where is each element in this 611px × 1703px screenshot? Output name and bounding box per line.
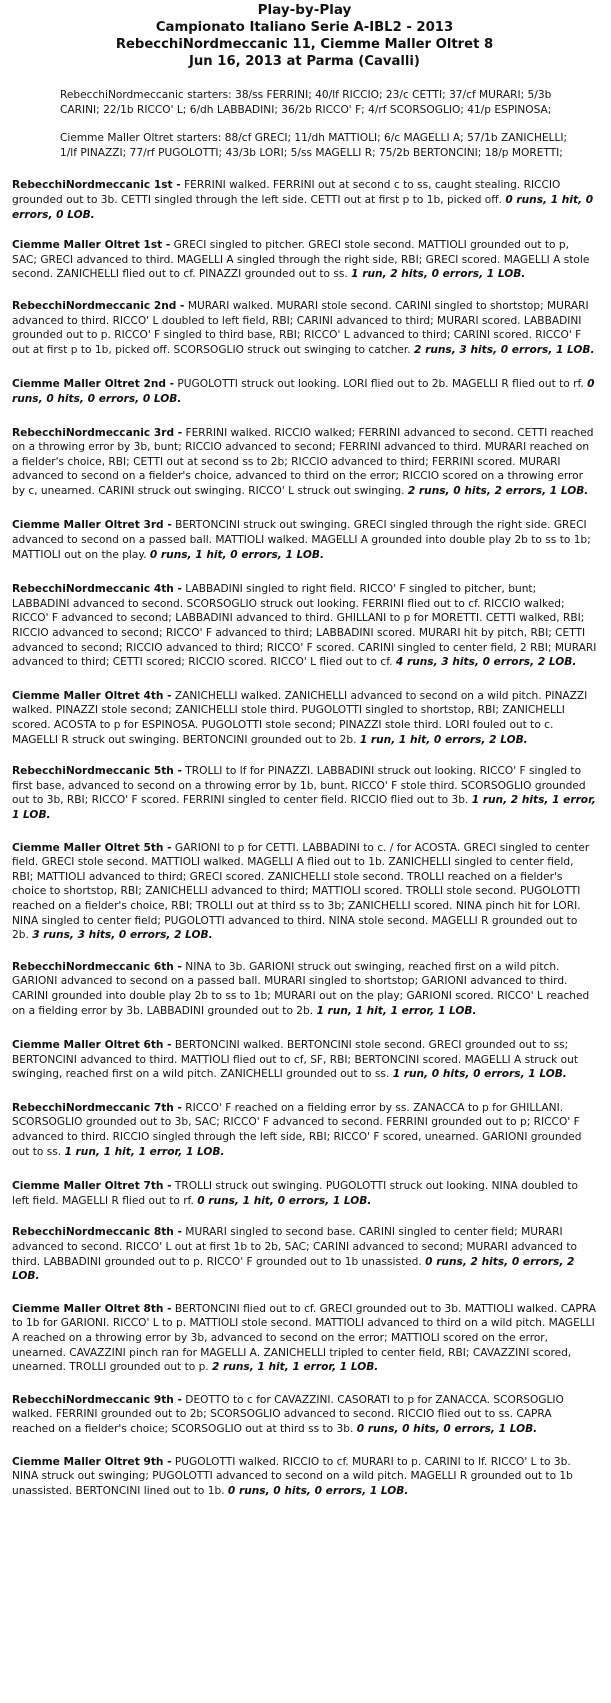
inning-label: Ciemme Maller Oltret 9th - — [12, 1455, 172, 1468]
game-score: RebecchiNordmeccanic 11, Ciemme Maller Oltret 8 — [115, 37, 494, 52]
inning-summary: 4 runs, 3 hits, 0 errors, 2 LOB. — [395, 656, 577, 669]
inning-entry — [12, 178, 597, 222]
inning-summary: 3 runs, 3 hits, 0 errors, 2 LOB. — [32, 929, 213, 942]
inning-label: Ciemme Maller Oltret 3rd - — [12, 519, 172, 532]
inning-entry — [12, 518, 597, 562]
inning-entry — [12, 1455, 597, 1499]
inning-entry — [12, 1101, 597, 1159]
inning-plays: GRECI singled to pitcher. GRECI stole second. MATTIOLI grounded out to p, SAC; GRECI advanced to third. MAGELLI A singled through the right side, RBI; GRECI scored. MAGELLI A stole second. ZANICHELLI flied out to cf. PINAZZI grounded out to ss. — [12, 239, 590, 281]
inning-plays: LABBADINI singled to right field. RICCO' F singled to pitcher, bunt; LABBADINI advanced to second. SCORSOGLIO struck out looking. FERRINI flied out to cf. RICCIO walked; RICCO' F advanced to second; LABBADINI advanced to third. GHILLANI to p for MORETTI. CETTI walked, RBI; RICCIO advanced to second; RICCO' F advanced to third; LABBADINI scored. MURARI hit by pitch, RBI; CETTI advanced to second; RICCIO advanced to third; RICCO' F scored. CARINI singled to center field, 2 RBI; MURARI advanced to third; CETTI scored; RICCIO scored. RICCO' L flied out to cf. — [12, 583, 597, 669]
inning-entry — [12, 960, 597, 1018]
inning-summary: 2 runs, 1 hit, 1 error, 1 LOB. — [212, 1361, 379, 1374]
inning-plays: DEOTTO to c for CAVAZZINI. CASORATI to p for ZANACCA. SCORSOGLIO walked. FERRINI grounded out to 2b; SCORSOGLIO advanced to second. RICCIO flied out to ss. CAPRA reached on a fielder's choice; SCORSOGLIO out at third ss to 3b. — [12, 1393, 564, 1435]
inning-label: RebecchiNordmeccanic 6th - — [12, 960, 182, 973]
inning-label: RebecchiNordmeccanic 8th - — [12, 1226, 182, 1239]
inning-label: Ciemme Maller Oltret 4th - — [12, 689, 172, 702]
inning-summary: 1 run, 2 hits, 1 error, 1 LOB. — [12, 794, 596, 821]
inning-plays: FERRINI walked. RICCIO walked; FERRINI advanced to second. CETTI reached on a throwing error by 3b, bunt; RICCIO advanced to second; FERRINI advanced to third. MURARI reached on a fielder's choice, RBI; CETTI out at second ss to 2b; RICCIO advanced to third; FERRINI scored. MURARI advanced to second on a fielder's choice, advanced to third on the error; RICCIO scored on a throwing error by c, unearned. CARINI struck out swinging. RICCO' L struck out swinging. — [12, 426, 594, 497]
league-title: Campionato Italiano Serie A-IBL2 - 2013 — [155, 20, 454, 35]
inning-summary: 0 runs, 2 hits, 0 errors, 2 LOB. — [12, 1255, 575, 1283]
home-starters: RebecchiNordmeccanic starters: 38/ss FERRINI; 40/lf RICCIO; 23/c CETTI; 37/cf MURARI; 5/3b CARINI; 22/1b RICCO' L; 6/dh LABBADINI; 36/2b RICCO' F; 4/rf SCORSOGLIO; 41/p ESPINOSA; — [60, 89, 552, 116]
inning-entry — [12, 764, 597, 822]
inning-entry — [12, 238, 597, 282]
inning-plays: MURARI singled to second base. CARINI singled to center field; MURARI advanced to second. RICCO' L out at first 1b to 2b, SAC; CARINI advanced to second; MURARI advanced to third. LABBADINI grounded out to p. RICCO' F grounded out to 1b unassisted. — [12, 1226, 578, 1268]
inning-summary: 2 runs, 3 hits, 0 errors, 1 LOB. — [414, 343, 595, 356]
inning-summary: 1 run, 2 hits, 0 errors, 1 LOB. — [351, 268, 526, 281]
inning-summary: 1 run, 1 hit, 1 error, 1 LOB. — [64, 1145, 225, 1158]
inning-label: Ciemme Maller Oltret 1st - — [12, 239, 171, 252]
inning-label: Ciemme Maller Oltret 7th - — [12, 1180, 172, 1193]
inning-entry — [12, 1302, 597, 1375]
inning-plays: FERRINI walked. FERRINI out at second c to ss, caught stealing. RICCIO grounded out to 3b. CETTI singled through the left side. CETTI out at first p to 1b, picked off. — [12, 179, 561, 206]
inning-label: Ciemme Maller Oltret 6th - — [12, 1039, 172, 1052]
inning-plays: NINA to 3b. GARIONI struck out swinging, reached first on a wild pitch. GARIONI advanced to second on a passed ball. MURARI singled to shortstop; GARIONI advanced to third. CARINI grounded into double play 2b to ss to 1b; MURARI out on the play; GARIONI scored. RICCO' L reached on a fielding error by 3b. LABBADINI grounded out to 2b. — [12, 960, 590, 1017]
inning-plays: MURARI walked. MURARI stole second. CARINI singled to shortstop; MURARI advanced to third. RICCO' L doubled to left field, RBI; CARINI advanced to third; MURARI scored. LABBADINI grounded out to p. RICCO' F singled to third base, RBI; RICCO' L advanced to third; CARINI scored. RICCO' F out at first p to 1b, picked off. SCORSOGLIO struck out swinging to catcher. — [12, 299, 589, 356]
inning-entry — [12, 1179, 597, 1208]
inning-entry — [12, 1393, 597, 1437]
inning-plays: TROLLI to lf for PINAZZI. LABBADINI struck out looking. RICCO' F singled to first base, advanced to second on a throwing error by 1b, bunt. RICCO' F stole third. SCORSOGLIO grounded out to 3b, RBI; RICCO' F scored. FERRINI singled to center field. RICCIO flied out to 3b. — [12, 765, 586, 807]
inning-entry — [12, 299, 597, 357]
inning-label: Ciemme Maller Oltret 2nd - — [12, 378, 175, 391]
inning-plays: ZANICHELLI walked. ZANICHELLI advanced to second on a wild pitch. PINAZZI walked. PINAZZI stole second; ZANICHELLI stole third. PUGOLOTTI singled to shortstop, RBI; ZANICHELLI scored. ACOSTA to p for ESPINOSA. PUGOLOTTI stole second; PINAZZI stole third. LORI fouled out to c. MAGELLI R struck out swinging. BERTONCINI grounded out to 2b. — [12, 689, 588, 746]
inning-plays: RICCO' F reached on a fielding error by ss. ZANACCA to p for GHILLANI. SCORSOGLIO grounded out to 3b, SAC; RICCO' F advanced to second. FERRINI grounded out to p; RICCO' F advanced to third. RICCIO singled through the left side, RBI; RICCO' F scored, unearned. GARIONI grounded out to ss. — [12, 1101, 582, 1158]
inning-summary: 1 run, 0 hits, 0 errors, 1 LOB. — [392, 1068, 567, 1081]
inning-summary: 2 runs, 0 hits, 2 errors, 1 LOB. — [407, 484, 589, 497]
inning-plays: TROLLI struck out swinging. PUGOLOTTI struck out looking. NINA doubled to left field. MAGELLI R flied out to rf. — [12, 1180, 578, 1207]
inning-label: Ciemme Maller Oltret 8th - — [12, 1302, 172, 1315]
inning-entry — [12, 689, 597, 747]
inning-label: RebecchiNordmeccanic 5th - — [12, 765, 182, 778]
inning-entry — [12, 1225, 597, 1283]
inning-entry — [12, 841, 597, 943]
inning-summary: 0 runs, 1 hit, 0 errors, 1 LOB. — [197, 1194, 372, 1207]
inning-summary: 0 runs, 0 hits, 0 errors, 1 LOB. — [356, 1422, 538, 1435]
inning-plays: BERTONCINI flied out to cf. GRECI grounded out to 3b. MATTIOLI walked. CAPRA to 1b for GARIONI. RICCO' L to p. MATTIOLI stole second. MATTIOLI advanced to third on a wild pitch. MAGELLI A reached on a throwing error by 3b, advanced to second on the error; MATTIOLI scored on the error, unearned. CAVAZZINI pinch ran for MAGELLI A. ZANICHELLI tripled to center field, RBI; CAVAZZINI scored, unearned. TROLLI grounded out to p. — [12, 1302, 596, 1374]
inning-plays: BERTONCINI struck out swinging. GRECI singled through the right side. GRECI advanced to second on a passed ball. MATTIOLI walked. MAGELLI A grounded into double play 2b to ss to 1b; MATTIOLI out on the play. — [12, 519, 591, 561]
inning-label: RebecchiNordmeccanic 3rd - — [12, 426, 183, 439]
visitor-starters: Ciemme Maller Oltret starters: 88/cf GRECI; 11/dh MATTIOLI; 6/c MAGELLI A; 57/1b ZANICHELLI; 1/lf PINAZZI; 77/rf PUGOLOTTI; 43/3b LORI; 5/ss MAGELLI R; 75/2b BERTONCINI; 18/p MORETTI; — [60, 132, 568, 159]
inning-label: RebecchiNordmeccanic 1st - — [12, 179, 181, 192]
inning-summary: 0 runs, 1 hit, 0 errors, 0 LOB. — [12, 193, 594, 221]
inning-entry — [12, 1038, 597, 1082]
inning-summary: 0 runs, 0 hits, 0 errors, 0 LOB. — [12, 378, 595, 405]
game-date-place: Jun 16, 2013 at Parma (Cavalli) — [189, 54, 420, 69]
inning-plays: PUGOLOTTI struck out looking. LORI flied out to 2b. MAGELLI R flied out to rf. — [174, 378, 588, 391]
inning-plays: BERTONCINI walked. BERTONCINI stole second. GRECI grounded out to ss; BERTONCINI advanced to third. MATTIOLI flied out to cf, SF, RBI; BERTONCINI scored. MAGELLI A struck out swinging, reached first on a wild pitch. ZANICHELLI grounded out to ss. — [12, 1039, 579, 1081]
inning-plays: GARIONI to p for CETTI. LABBADINI to c. / for ACOSTA. GRECI singled to center field. GRECI stole second. MATTIOLI walked. MAGELLI A flied out to 1b. ZANICHELLI singled to center field, RBI; MATTIOLI advanced to third; GRECI scored. ZANICHELLI stole second. TROLLI reached on a fielder's choice to shortstop, RBI; ZANICHELLI advanced to third; MATTIOLI scored. TROLLI stole second. PUGOLOTTI reached on a fielder's choice, RBI; TROLLI out at third ss to 3b; ZANICHELLI scored. NINA pinch hit for LORI. NINA singled to center field; PUGOLOTTI advanced to third. NINA stole second. MAGELLI R grounded out to 2b. — [12, 841, 590, 942]
inning-entry — [12, 582, 597, 670]
inning-label: RebecchiNordmeccanic 4th - — [12, 583, 182, 596]
inning-summary: 1 run, 1 hit, 0 errors, 2 LOB. — [359, 733, 528, 746]
inning-label: Ciemme Maller Oltret 5th - — [12, 841, 172, 854]
inning-plays: PUGOLOTTI walked. RICCIO to cf. MURARI to p. CARINI to lf. RICCO' L to 3b. NINA struck out swinging; PUGOLOTTI advanced to second on a wild pitch. MAGELLI R grounded out to 1b unassisted. BERTONCINI lined out to 1b. — [12, 1455, 573, 1497]
inning-label: RebecchiNordmeccanic 2nd - — [12, 299, 185, 312]
inning-summary: 1 run, 1 hit, 1 error, 1 LOB. — [316, 1004, 477, 1017]
inning-label: RebecchiNordmeccanic 9th - — [12, 1393, 182, 1406]
inning-summary: 0 runs, 0 hits, 0 errors, 1 LOB. — [227, 1484, 409, 1497]
innings-list — [12, 178, 597, 1498]
document-title: Play-by-Play — [257, 2, 352, 18]
inning-entry — [12, 377, 597, 406]
inning-entry — [12, 426, 597, 499]
inning-label: RebecchiNordmeccanic 7th - — [12, 1101, 182, 1114]
inning-summary: 0 runs, 1 hit, 0 errors, 1 LOB. — [149, 548, 325, 561]
